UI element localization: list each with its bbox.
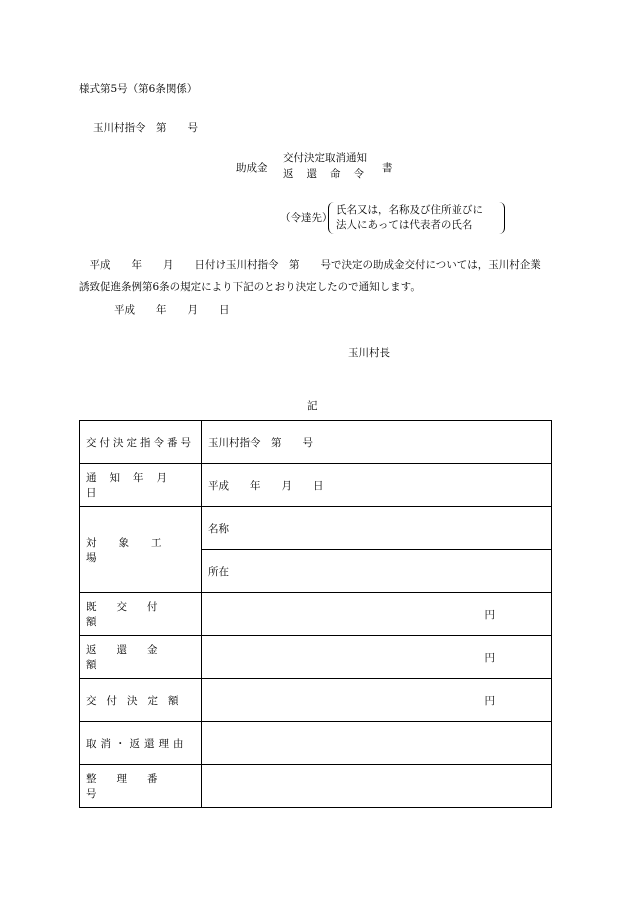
- title-prefix: 助成金: [236, 162, 268, 174]
- row-value-factory-location: 所在: [202, 550, 552, 593]
- form-label: 様式第5号（第6条関係）: [79, 83, 198, 95]
- ki-heading: 記: [307, 400, 318, 412]
- yen-unit: 円: [484, 608, 495, 621]
- yen-unit: 円: [484, 694, 495, 707]
- row-label-target-factory: 対象工場: [80, 507, 202, 593]
- table-row: [80, 421, 552, 464]
- table-row: [80, 593, 552, 636]
- table-row: [80, 507, 552, 550]
- row-value-paid-amount: [202, 593, 552, 636]
- row-value-factory-name: 名称: [202, 507, 552, 550]
- addressee-line-2: 法人にあっては代表者の氏名: [336, 219, 473, 231]
- title-suffix: 書: [382, 162, 393, 174]
- row-label-paid-amount: 既交付額: [80, 593, 202, 636]
- yen-unit: 円: [484, 651, 495, 664]
- table-row: [80, 464, 552, 507]
- row-value-notice-date: 平成 年 月 日: [202, 464, 552, 507]
- title-option-repayment-order: 返還命令: [283, 168, 377, 180]
- table-row: [80, 722, 552, 765]
- row-label-reason: 取消・返還理由: [80, 722, 202, 765]
- row-label-decision-number: 交付決定指令番号: [80, 421, 202, 464]
- addressee-line-1: 氏名又は，名称及び住所並びに: [336, 204, 483, 216]
- row-label-decision-amount: 交付決定額: [80, 679, 202, 722]
- row-value-decision-number: 玉川村指令 第 号: [202, 421, 552, 464]
- row-label-notice-date: 通知年月日: [80, 464, 202, 507]
- title-option-cancel-notice: 交付決定取消通知: [283, 152, 367, 164]
- table-row: [80, 636, 552, 679]
- row-value-reason: [202, 722, 552, 765]
- issue-date: 平成 年 月 日: [114, 304, 230, 316]
- row-label-repayment-amount: 返還金額: [80, 636, 202, 679]
- row-value-decision-amount: [202, 679, 552, 722]
- title-options: [283, 150, 377, 182]
- table-row: [80, 679, 552, 722]
- addressee-lines: [336, 203, 483, 233]
- issuer: 玉川村長: [348, 347, 390, 359]
- row-value-reference-number: [202, 765, 552, 808]
- body-paragraph: 平成 年 月 日付け玉川村指令 第 号で決定の助成金交付については，玉川村企業誘致促進条例第6条の規定により下記のとおり決定したので通知します。: [79, 259, 541, 293]
- details-table: [79, 420, 552, 808]
- addressee-label: （令達先）: [280, 212, 333, 224]
- table-row: [80, 765, 552, 808]
- row-value-repayment-amount: [202, 636, 552, 679]
- row-label-reference-number: 整理番号: [80, 765, 202, 808]
- reference-number: 玉川村指令 第 号: [93, 122, 198, 134]
